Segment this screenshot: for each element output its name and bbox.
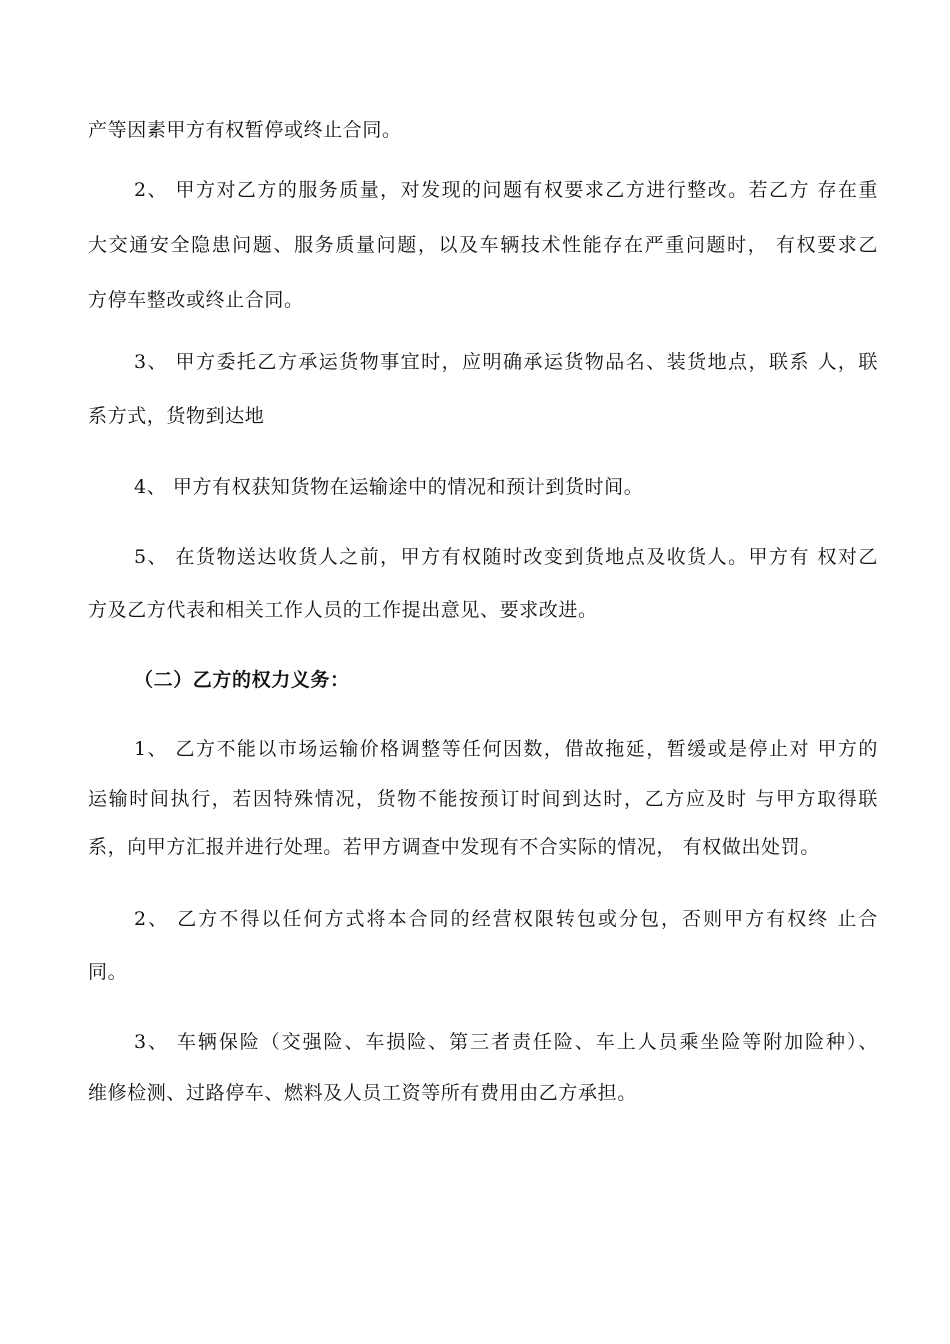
text-line-11: 1、 乙方不能以市场运输价格调整等任何因数，借故拖延，暂缓或是停止对 甲方的 [134, 738, 878, 760]
section-heading: （二）乙方的权力义务： [134, 669, 350, 691]
text-line-8: 5、 在货物送达收货人之前，甲方有权随时改变到货地点及收货人。甲方有 权对乙 [134, 546, 878, 568]
text-line-7: 4、 甲方有权获知货物在运输途中的情况和预计到货时间。 [134, 476, 644, 498]
text-line-16: 3、 车辆保险（交强险、车损险、第三者责任险、车上人员乘坐险等附加险种）、 [134, 1031, 878, 1053]
text-line-6: 系方式，货物到达地 [88, 405, 265, 427]
text-line-3: 大交通安全隐患问题、服务质量问题，以及车辆技术性能存在严重问题时， 有权要求乙 [88, 234, 878, 256]
text-line-2: 2、 甲方对乙方的服务质量，对发现的问题有权要求乙方进行整改。若乙方 存在重 [134, 179, 878, 201]
text-line-13: 系，向甲方汇报并进行处理。若甲方调查中发现有不合实际的情况， 有权做出处罚。 [88, 836, 820, 858]
text-line-12: 运输时间执行，若因特殊情况，货物不能按预订时间到达时，乙方应及时 与甲方取得联 [88, 788, 878, 810]
text-line-14: 2、 乙方不得以任何方式将本合同的经营权限转包或分包，否则甲方有权终 止合 [134, 908, 878, 930]
text-line-5: 3、 甲方委托乙方承运货物事宜时，应明确承运货物品名、装货地点，联系 人，联 [134, 351, 878, 373]
text-line-17: 维修检测、过路停车、燃料及人员工资等所有费用由乙方承担。 [88, 1082, 637, 1104]
text-line-9: 方及乙方代表和相关工作人员的工作提出意见、要求改进。 [88, 599, 598, 621]
text-line-15: 同。 [88, 961, 128, 983]
text-line-1: 产等因素甲方有权暂停或终止合同。 [88, 119, 402, 141]
text-line-4: 方停车整改或终止合同。 [88, 289, 304, 311]
